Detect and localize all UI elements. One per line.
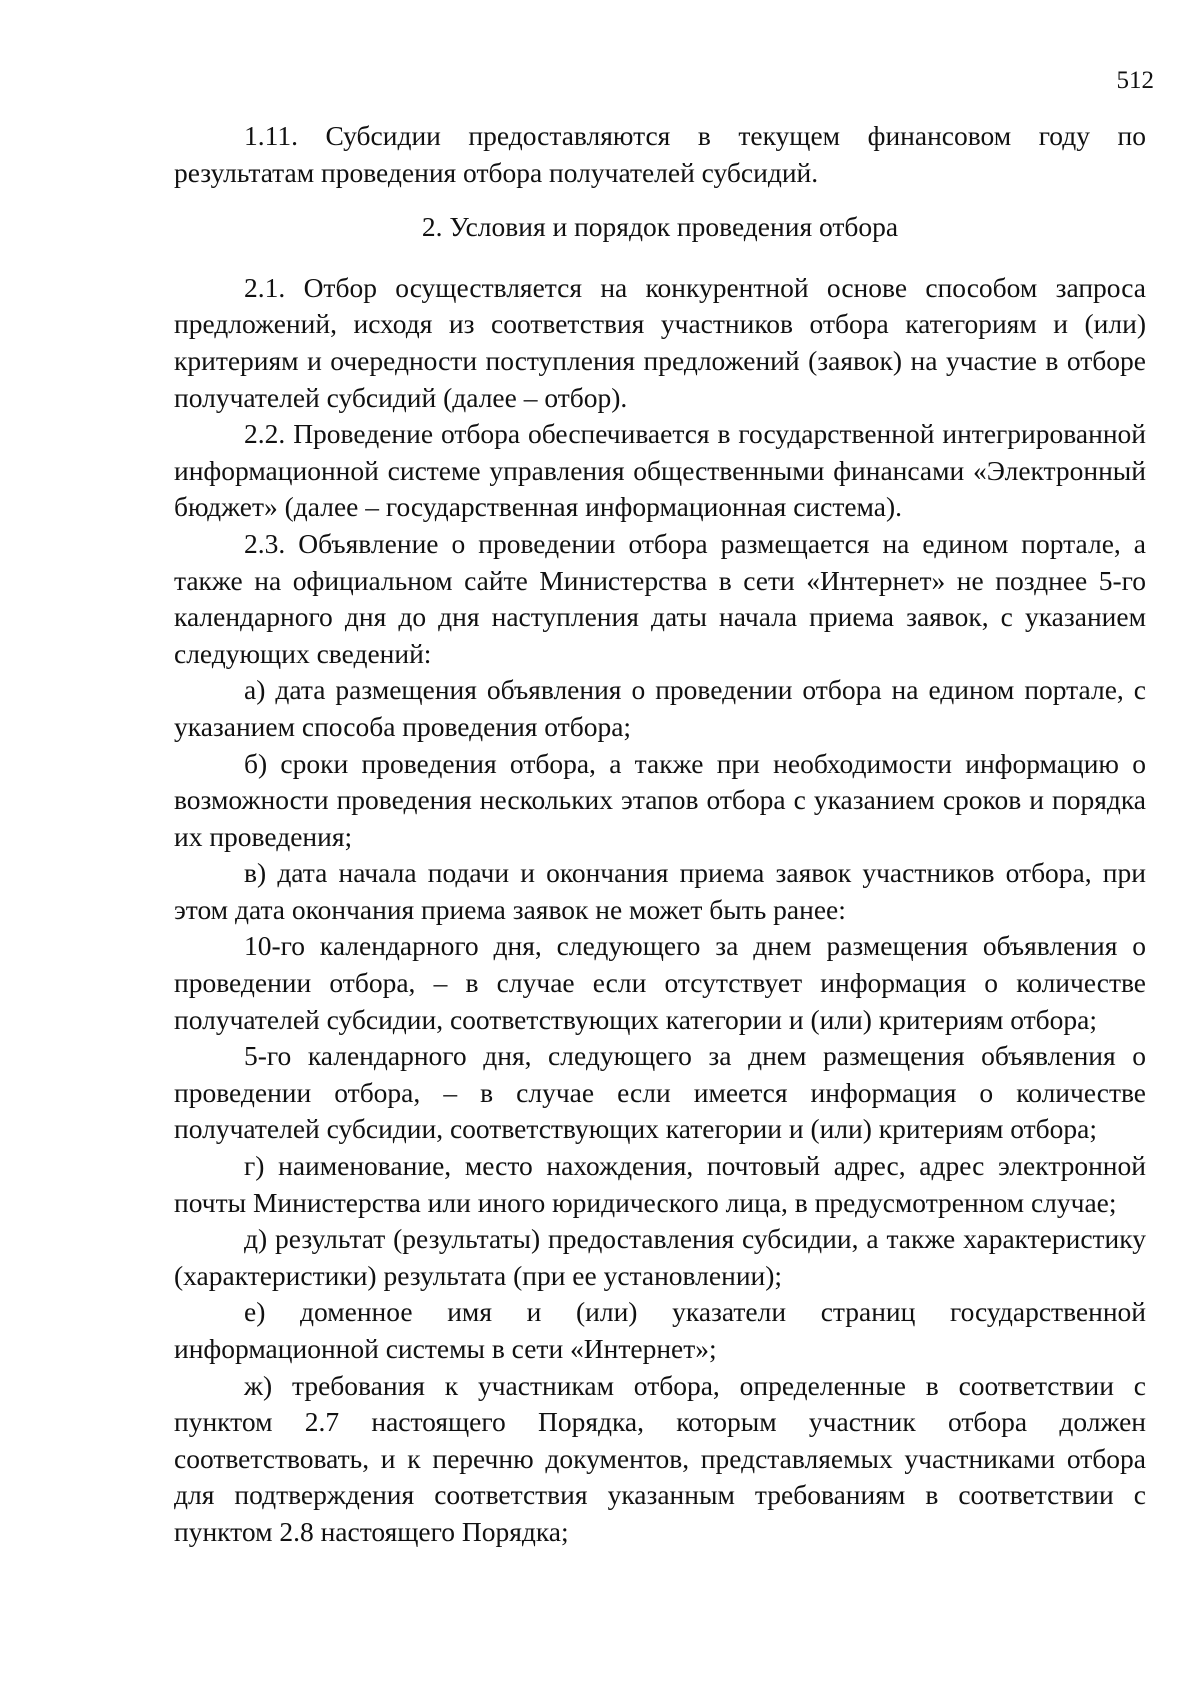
page-number: 512 [1116, 67, 1154, 94]
paragraph-2-2: 2.2. Проведение отбора обеспечивается в государственной интегрированной информационной системе управления общественными финансами «Электронный бюджет» (далее – государственная информационная система). [174, 418, 1146, 523]
section-heading: 2. Условия и порядок проведения отбора [421, 211, 899, 243]
list-item-e: е) доменное имя и (или) указатели страниц государственной информационной системы в сети «Интернет»; [174, 1296, 1146, 1364]
document-body [174, 118, 1146, 1551]
paragraph-1-11: 1.11. Субсидии предоставляются в текущем финансовом году по результатам проведения отбора получателей субсидий. [174, 120, 1146, 188]
list-item-zh: ж) требования к участникам отбора, определенные в соответствии с пунктом 2.7 настоящего Порядка, которым участник отбора должен соответствовать, и к перечню документов, представляемых участниками отбора для подтверждения соответствия указанным требованиям в соответствии с пунктом 2.8 настоящего Порядка; [174, 1369, 1146, 1547]
paragraph-2-3: 2.3. Объявление о проведении отбора размещается на едином портале, а также на официальном сайте Министерства в сети «Интернет» не позднее 5-го календарного дня до дня наступления даты начала приема заявок, с указанием следующих сведений: [174, 527, 1146, 669]
list-item-d: д) результат (результаты) предоставления субсидии, а также характеристику (характеристики) результата (при ее установлении); [174, 1223, 1146, 1291]
list-item-a: а) дата размещения объявления о проведении отбора на едином портале, с указанием способа проведения отбора; [174, 674, 1146, 742]
sub-item-10th-day: 10-го календарного дня, следующего за днем размещения объявления о проведении отбора, – в случае если отсутствует информация о количестве получателей субсидии, соответствующих категории и (или) критериям отбора; [174, 930, 1146, 1035]
paragraph-2-1: 2.1. Отбор осуществляется на конкурентной основе способом запроса предложений, исходя из соответствия участников отбора категориям и (или) критериям и очередности поступления предложений (заявок) на участие в отборе получателей субсидий (далее – отбор). [174, 271, 1146, 413]
sub-item-5th-day: 5-го календарного дня, следующего за днем размещения объявления о проведении отбора, – в случае если имеется информация о количестве получателей субсидии, соответствующих категории и (или) критериям отбора; [174, 1040, 1146, 1145]
list-item-g: г) наименование, место нахождения, почтовый адрес, адрес электронной почты Министерства или иного юридического лица, в предусмотренном случае; [174, 1150, 1146, 1218]
list-item-v: в) дата начала подачи и окончания приема заявок участников отбора, при этом дата окончания приема заявок не может быть ранее: [174, 857, 1146, 925]
list-item-b: б) сроки проведения отбора, а также при необходимости информацию о возможности проведения нескольких этапов отбора с указанием сроков и порядка их проведения; [174, 747, 1146, 852]
